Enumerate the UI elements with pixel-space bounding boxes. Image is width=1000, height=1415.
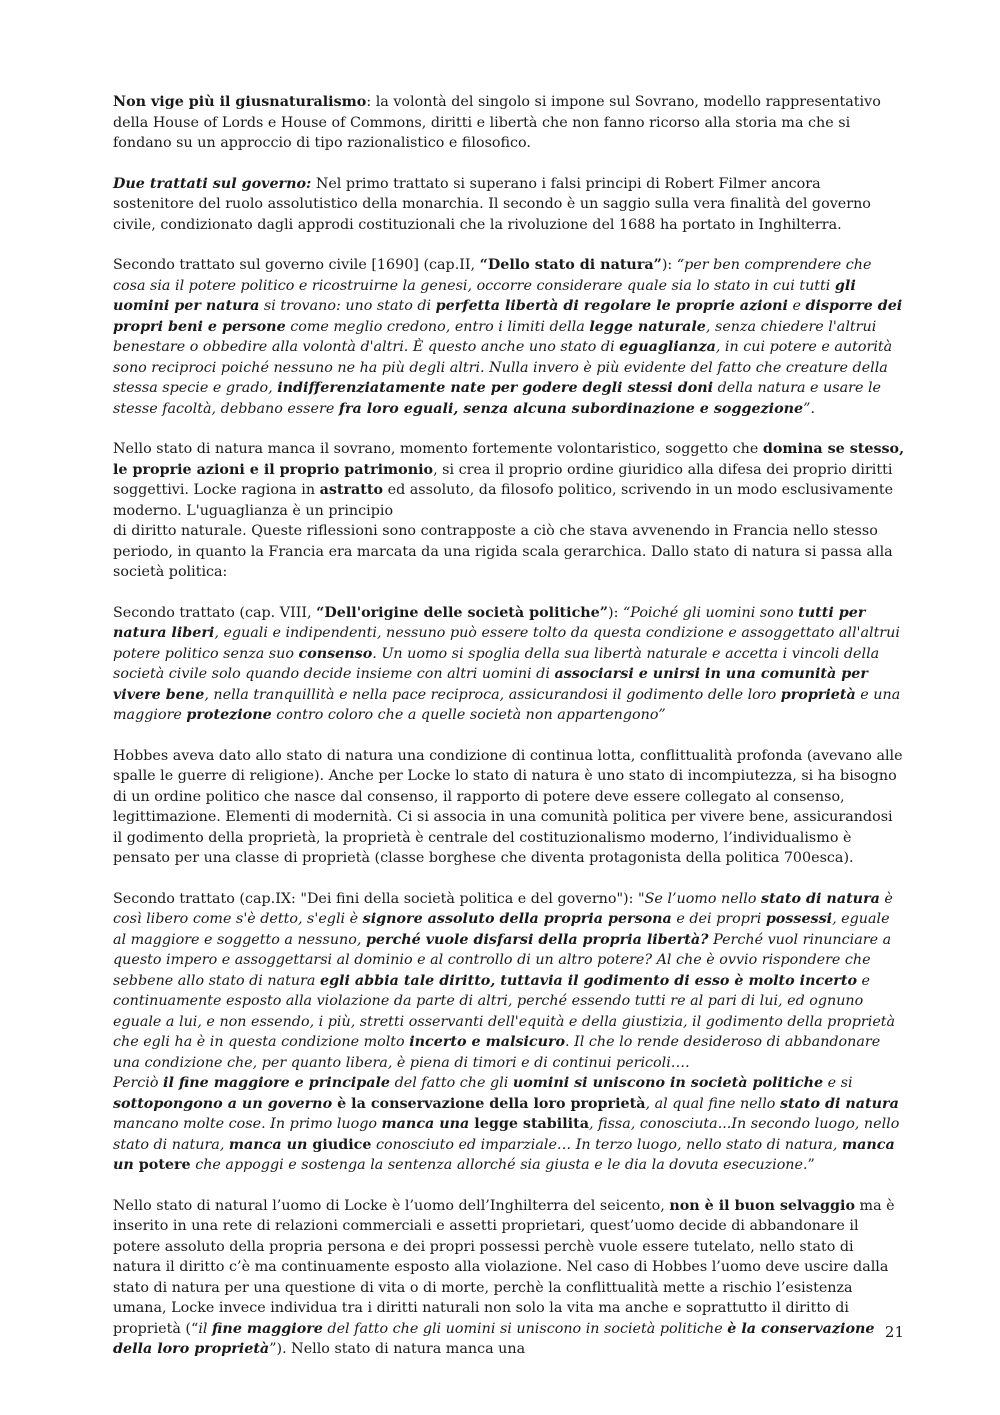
text-run: fra loro eguali, senza alcuna subordinazione e soggezione [338, 400, 804, 417]
paragraph-fini-societa-quote [113, 889, 905, 1074]
text-run: di diritto naturale. Queste riflessioni sono contrapposte a ciò che stava avvenendo in Francia nello stesso periodo, in quanto la Francia era marcata da una rigida scala gerarchica. Dallo stato di natura si passa alla società politica: [113, 523, 893, 580]
text-run: della natura e usare le stesse facoltà, debbano essere [113, 380, 881, 417]
text-run: stato di natura [779, 1095, 899, 1112]
text-run: tutti per natura liberi [113, 604, 866, 641]
paragraph-giusnaturalismo [113, 92, 905, 154]
text-run: ”). Nello stato di natura manca una [269, 1341, 526, 1357]
text-run: , si crea il proprio ordine giuridico alla difesa dei proprio diritti soggettivi. Locke ragiona in [113, 461, 893, 498]
text-run: conosciuto ed imparziale… In terzo luogo, nello stato di natura, [371, 1136, 842, 1153]
text-run: “Dello stato di natura” [479, 257, 662, 273]
text-run: legge stabilita [474, 1116, 589, 1132]
text-run: possessi [765, 911, 833, 927]
text-run: indifferenziatamente nate per godere degli stessi doni [277, 380, 714, 396]
paragraph-origine-societa-quote [113, 603, 905, 726]
paragraph-uomo-di-locke [113, 1196, 905, 1360]
text-run: sottopongono a un governo [113, 1095, 338, 1112]
text-run: eguaglianza [619, 339, 716, 355]
text-run [113, 176, 311, 192]
text-run: associarsi e unirsi in una comunità per vivere bene [113, 666, 868, 703]
text-run: perfetta libertà di regolare le proprie azioni [435, 298, 788, 314]
text-run: Nel primo trattato si superano i falsi principi di Robert Filmer ancora sostenitore del ruolo assolutistico della monarchia. Il secondo è un saggio sulla vera finalità del governo civile, condizionato dagli approdi costituzionali che la rivoluzione del 1688 ha portato in Inghilterra. [113, 175, 871, 233]
text-run: Secondo trattato (cap.IX: "Dei fini della società politica e del governo"): [113, 890, 638, 907]
text-run: è la conservazione della loro proprietà [113, 1320, 875, 1357]
text-run: : la volontà del singolo si impone sul Sovrano, modello rappresentativo della House of Lords e House of Commons, diritti e libertà che non fanno ricorso alla storia ma che si fondano su un approccio di tipo razionalistico e filosofico. [113, 94, 881, 151]
text-run: non è il buon selvaggio [669, 1197, 855, 1214]
text-run [780, 1096, 899, 1112]
text-run [409, 1034, 565, 1050]
text-run [766, 911, 832, 927]
text-run: proprietà [780, 686, 856, 703]
text-run: il [198, 1320, 213, 1337]
text-run: , fissa, conosciuta...In secondo luogo, nello stato di natura, [113, 1116, 900, 1153]
page-number: 21 [884, 1323, 904, 1341]
text-run: incerto e malsicuro [409, 1034, 566, 1050]
text-run: stato di natura [760, 890, 880, 907]
text-run: il fine maggiore e principale [163, 1075, 391, 1091]
text-run: e una maggiore [113, 686, 901, 723]
text-run: signore assoluto della propria persona [362, 911, 672, 927]
text-run: Secondo trattato sul governo civile [1690] (cap.II, [113, 257, 480, 273]
text-run: ): [661, 257, 677, 273]
text-run: Secondo trattato (cap. VIII, [113, 604, 317, 621]
text-run: uomini si uniscono in società politiche [512, 1075, 824, 1091]
text-run: e si [823, 1075, 853, 1091]
text-run: è così libero come s'è detto, s'egli è [113, 890, 893, 927]
text-run: "Se l’uomo nello [638, 890, 761, 907]
text-run: . Il che lo rende desideroso di abbandonare una condizione che, per quanto libera, è piena di timori e di continui pericoli…. [113, 1034, 881, 1071]
paragraph-stato-di-natura-quote [113, 255, 905, 419]
text-run [363, 911, 672, 927]
text-run [229, 1137, 313, 1153]
text-run: del fatto che gli uomini si uniscono in società politiche [322, 1320, 728, 1337]
text-run: , senza chiedere l'altrui benestare o obbedire alla volontà d'altri. È questo anche uno stato di [113, 318, 877, 355]
text-run: consenso [298, 645, 373, 662]
text-run: ): [608, 604, 623, 621]
text-run: , nella tranquillità e nella pace reciproca, assicurandosi il godimento delle loro [204, 686, 781, 703]
text-run: , eguali e indipendenti, nessuno può essere tolto da questa condizione e assoggettato all'altrui potere politico senza suo [113, 625, 900, 662]
paragraph-sovrano-part2 [113, 521, 905, 583]
text-run [619, 339, 716, 355]
text-run: egli abbia tale diritto, tuttavia il godimento di esso è molto incerto [319, 972, 857, 989]
text-run: astratto [319, 482, 384, 498]
text-run: ”. [803, 400, 815, 417]
text-run [436, 298, 788, 314]
text-run: mancano molte cose. In primo luogo [113, 1116, 382, 1132]
document-page [113, 92, 905, 1380]
text-run [366, 932, 709, 948]
text-run [513, 1075, 823, 1091]
text-run: Due trattati sul governo: [113, 175, 312, 192]
text-run: , al qual fine nello [645, 1095, 780, 1112]
text-run: perché vuole disfarsi della propria libertà? [365, 931, 709, 948]
paragraph-hobbes [113, 746, 905, 869]
text-run: , eguale al maggiore e soggetto a nessuno, [113, 911, 890, 948]
text-run [113, 1096, 337, 1112]
text-run: legge naturale [589, 318, 706, 335]
text-run: ma è inserito in una rete di relazioni commerciali e assetti proprietari, quest’uomo decide di abbandonare il potere assoluto della propria persona e dei propri possessi perchè vuole essere tutelato, nello stato di natura il diritto c’è ma continuamente esposto alla violazione. Nel caso di Hobbes l’uomo deve uscire dalla stato di natura per una questione di vita o di morte, perchè la conflittualità mette a rischio l’esistenza umana, Locke invece individua tra i diritti naturali non solo la vita ma anche e soprattutto il diritto di proprietà (“ [113, 1197, 895, 1337]
text-run: del fatto che gli [390, 1075, 513, 1091]
text-run [589, 319, 706, 335]
paragraph-fine-maggiore-quote [113, 1073, 905, 1176]
text-run [781, 687, 856, 703]
text-run: fine maggiore [212, 1320, 323, 1337]
text-run [212, 1321, 323, 1337]
text-run [299, 646, 373, 662]
text-run: domina se stesso, le proprie azioni e il proprio patrimonio [113, 441, 905, 478]
text-run: potere [138, 1157, 191, 1173]
text-run: manca un [113, 1136, 895, 1173]
text-run: . Un uomo si spoglia della sua libertà naturale e accetta i vincoli della società civile solo quando decide insieme con altri uomini di [113, 645, 880, 682]
text-run: Perché vuol rinunciare a questo impero e assoggettarsi al dominio e al controllo di un altro potere? Al che è ovvio rispondere che sebbene allo stato di natura [113, 931, 892, 989]
text-run [186, 707, 271, 723]
text-run: si trovano: uno stato di [259, 298, 436, 314]
text-run: disporre dei propri beni e persone [113, 298, 903, 335]
text-run: “Poiché gli uomini sono [622, 604, 799, 621]
text-run [277, 380, 713, 396]
text-run: e continuamente esposto alla violazione da parte di altri, perché essendo tutti re al pari di lui, ed ognuno eguale a lui, e non essendo, i più, stretti osservanti dell'equità e della giustizia, il godimento della proprietà che egli ha è in questa condizione molto [113, 972, 896, 1050]
text-run: e dei propri [671, 911, 766, 927]
text-run: è la conservazione della loro proprietà [337, 1095, 646, 1112]
text-run [320, 973, 857, 989]
text-run [761, 891, 880, 907]
text-run: e [787, 298, 806, 314]
paragraph-sovrano-part1 [113, 439, 905, 521]
text-run: Non vige più il giusnaturalismo [113, 94, 367, 110]
text-run: gli uomini per natura [113, 277, 856, 314]
paragraph-due-trattati [113, 174, 905, 236]
text-run: ed assoluto, da filosofo politico, scrivendo in un modo esclusivamente moderno. L'uguaglianza è un principio [113, 482, 894, 519]
text-run: giudice [312, 1136, 372, 1153]
text-run [163, 1075, 390, 1091]
text-run [382, 1116, 475, 1132]
text-run: Hobbes aveva dato allo stato di natura una condizione di continua lotta, conflittualità profonda (avevano alle spalle le guerre di religione). Anche per Locke lo stato di natura è uno stato di incompiutezza, si ha bisogno di un ordine politico che nasce dal consenso, il rapporto di potere deve essere collegato al consenso, legittimazione. Elementi di modernità. Ci si associa in una comunità politica per vivere bene, assicurandosi il godimento della proprietà, la proprietà è centrale del costituzionalismo moderno, l’individualismo è pensato per una classe di proprietà (classe borghese che diventa protagonista della politica 700esca). [113, 747, 903, 866]
text-run: protezione [186, 707, 272, 723]
text-run [339, 401, 803, 417]
text-run: ” [807, 1157, 815, 1173]
text-run: “per ben comprendere che cosa sia il potere politico e ricostruirne la genesi, occorre considerare quale sia lo stato in cui tutti [113, 257, 872, 294]
text-run: manca un [228, 1136, 313, 1153]
text-run: “Dell'origine delle società politiche” [316, 604, 609, 621]
text-run: Nello stato di natura manca il sovrano, momento fortemente volontaristico, soggetto che [113, 441, 763, 457]
text-run: che appoggi e sostenga la sentenza allorché sia giusta e le dia la dovuta esecuzione. [190, 1157, 808, 1173]
text-run: contro coloro che a quelle società non appartengono” [271, 707, 666, 723]
text-run: manca una [381, 1116, 475, 1132]
text-run: Nello stato di natural l’uomo di Locke è l’uomo dell’Inghilterra del seicento, [113, 1197, 670, 1214]
text-run: Perciò [113, 1075, 164, 1091]
text-run: come meglio credono, entro i limiti della [285, 318, 590, 335]
text-run: , in cui potere e autorità sono reciproci poiché nessuno ne ha più degli altri. Nulla invero è più evidente del fatto che creature della stessa specie e grado, [113, 339, 893, 396]
